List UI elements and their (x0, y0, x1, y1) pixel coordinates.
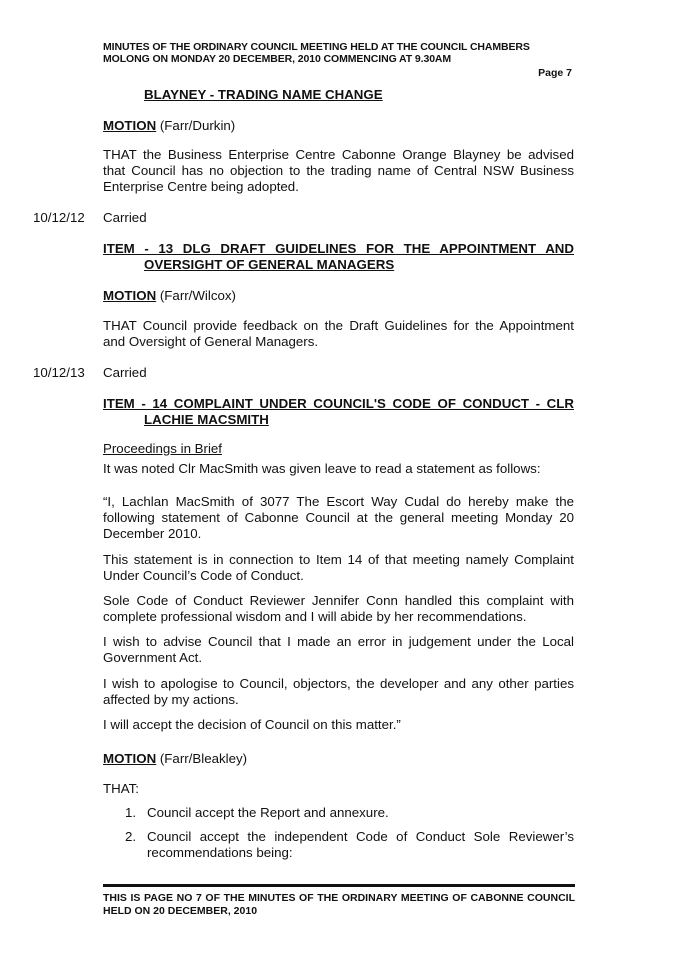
proceedings-intro: It was noted Clr MacSmith was given leave to read a statement as follows: (103, 461, 541, 476)
list-item (125, 805, 574, 821)
resolution-number: 10/12/12 (33, 210, 85, 225)
item-14-title-line-2: LACHIE MACSMITH (144, 412, 269, 427)
motion-text-1: THAT the Business Enterprise Centre Cabonne Orange Blayney be advised that Council has no objection to the trading name of Central NSW Business Enterprise Centre being adopted. (103, 147, 574, 194)
page-header (103, 41, 575, 65)
resolution-result: Carried (103, 210, 147, 225)
motion-line-1 (103, 118, 235, 134)
list-text: Council accept the independent Code of Conduct Sole Reviewer’s recommendations being: (147, 829, 574, 860)
header-line-2: MOLONG ON MONDAY 20 DECEMBER, 2010 COMMENCING AT 9.30AM (103, 53, 452, 65)
list-text: Council accept the Report and annexure. (147, 805, 389, 820)
item-14-title (103, 396, 574, 428)
resolution-result: Carried (103, 365, 147, 380)
motion-that: THAT: (103, 781, 139, 796)
list-number: 2. (125, 829, 137, 844)
footer-divider (103, 884, 575, 887)
motion-label: MOTION (103, 118, 157, 133)
motion-movers: (Farr/Wilcox) (156, 288, 236, 303)
page-number: Page 7 (538, 67, 572, 79)
motion-movers: (Farr/Bleakley) (156, 751, 248, 766)
motion-label: MOTION (103, 288, 157, 303)
motion-text-2: THAT Council provide feedback on the Draft Guidelines for the Appointment and Oversight of General Managers. (103, 318, 574, 349)
motion-line-3 (103, 751, 247, 767)
header-line-1: MINUTES OF THE ORDINARY COUNCIL MEETING HELD AT THE COUNCIL CHAMBERS (103, 41, 530, 53)
motion-movers: (Farr/Durkin) (156, 118, 236, 133)
list-item (125, 829, 574, 861)
item-13-title (103, 241, 574, 273)
statement-paragraph-3: Sole Code of Conduct Reviewer Jennifer Conn handled this complaint with complete professional wisdom and I will abide by her recommendations. (103, 593, 574, 624)
resolution-number: 10/12/13 (33, 365, 85, 380)
statement-paragraph-5: I wish to apologise to Council, objectors, the developer and any other parties affected by my actions. (103, 676, 574, 707)
statement-paragraph-4: I wish to advise Council that I made an error in judgement under the Local Government Act. (103, 634, 574, 665)
item-14-title-line-1: ITEM - 14 COMPLAINT UNDER COUNCIL'S CODE OF CONDUCT - CLR (103, 396, 574, 411)
proceedings-heading: Proceedings in Brief (103, 441, 222, 456)
statement-paragraph-2: This statement is in connection to Item 14 of that meeting namely Complaint Under Council’s Code of Conduct. (103, 552, 574, 583)
page-footer: THIS IS PAGE NO 7 OF THE MINUTES OF THE ORDINARY MEETING OF CABONNE COUNCIL HELD ON 20 DECEMBER, 2010 (103, 892, 575, 917)
item-13-title-line-1: ITEM - 13 DLG DRAFT GUIDELINES FOR THE APPOINTMENT AND (103, 241, 574, 256)
item-13-title-line-2: OVERSIGHT OF GENERAL MANAGERS (144, 257, 395, 272)
statement-paragraph-6: I will accept the decision of Council on this matter.” (103, 717, 401, 732)
section-title-blayney: BLAYNEY - TRADING NAME CHANGE (144, 87, 383, 102)
statement-paragraph-1: “I, Lachlan MacSmith of 3077 The Escort Way Cudal do hereby make the following statement of Cabonne Council at the general meeting Monday 20 December 2010. (103, 494, 574, 541)
motion-line-2 (103, 288, 236, 304)
list-number: 1. (125, 805, 137, 820)
motion-label: MOTION (103, 751, 157, 766)
